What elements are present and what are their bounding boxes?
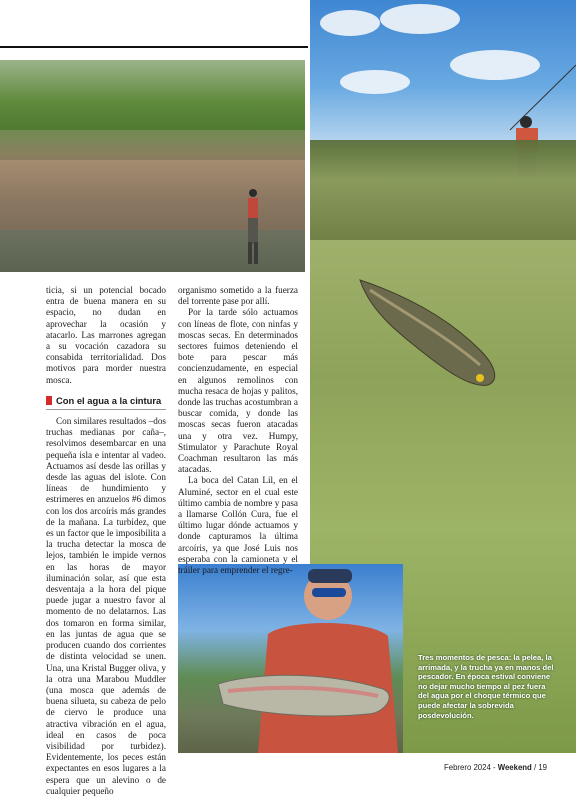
- paragraph: Con similares resultados –dos truchas medianas por caña–, resolvimos desembarcar en una pequeña isla e intentar al vadeo. Actuamos así desde las orillas y desde las aguas del islote. Con líneas de hundimiento y estrimeres en anzuelos #6 dimos con los dos arcoíris más grandes de la mañana. La turbidez, que es un factor que le imposibilita a la trucha detectar la mosca de lejos, también le impide vernos en las horas de mayor iluminación solar, así que esta desventaja a la hora del pique puede jugar a nuestro favor al momento de no delatarnos. Las dos tomaron en forma similar, en las juntas de agua que se producen cuando dos corrientes de distinta velocidad se unen. Una, una Kristal Bugger oliva, y la otra una Marabou Muddler (una mosca que además de buena silueta, su cabeza de pelo de ciervo le produce una atractiva vibración en el agua, ideal en casos de poca visibilidad por turbidez). Evidentemente, los peces están expectantes en esos lugares a la espera que un alevino o de cualquier pequeño: [46, 416, 166, 796]
- trout-fish: [350, 270, 510, 390]
- subhead-text: Con el agua a la cintura: [56, 394, 162, 406]
- text-column-left: [46, 285, 166, 797]
- forest-background: [0, 60, 305, 130]
- paragraph: La boca del Catan Lil, en el Aluminé, sector en el cual este último cambia de nombre y pasa a llamarse Collón Cura, fue el último lugar dónde actuamos y donde capturamos la última arcoíris, ya que José Luis nos esperaba con la camioneta y el tráiler para emprender el regre-: [178, 475, 298, 576]
- angler-with-trout: [208, 564, 398, 753]
- folio-date: Febrero 2024 -: [443, 763, 498, 772]
- header-rule: [0, 46, 308, 48]
- photo-caption: Tres momentos de pesca: la pelea, la arrimada, y la trucha ya en manos del pescador. En época estival conviene no dejar mucho tiempo al pez fuera del agua por el choque térmico que puede afectar la sobrevida posdevolución.: [418, 653, 554, 720]
- folio-magazine: Weekend: [497, 763, 532, 772]
- subhead-marker-icon: [46, 396, 52, 405]
- angler-figure: [245, 188, 261, 266]
- paragraph: organismo sometido a la fuerza del torrente pase por allí.: [178, 285, 298, 307]
- paragraph: Por la tarde sólo actuamos con líneas de flote, con ninfas y moscas secas. En determinados sectores fuimos deteniendo el bote para pescar más concienzudamente, en especial en algunos remolinos con mucha resaca de hojas y palitos, donde las truchas acostumbran a buscar comida, y donde las moscas secas fueron atacadas una y otra vez. Humpy, Stimulator y Parachute Royal Coachman resultaron las más atacadas.: [178, 307, 298, 475]
- angler-holding-trout-photo: [178, 564, 403, 753]
- page-folio: [444, 763, 547, 772]
- text-column-middle: [178, 285, 298, 576]
- paragraph: ticia, si un potencial bocado entra de buena manera en su espacio, no dudan en aprovechar la ocasión y atacarlo. Las marrones agregan a su vocación cazadora su consabida territorialidad. Dos motivos para morder nuestra mosca.: [46, 285, 166, 385]
- folio-page-number: / 19: [531, 763, 547, 772]
- river-fishing-photo: [0, 60, 305, 272]
- section-subhead: [46, 395, 166, 410]
- water-surface: [310, 140, 576, 240]
